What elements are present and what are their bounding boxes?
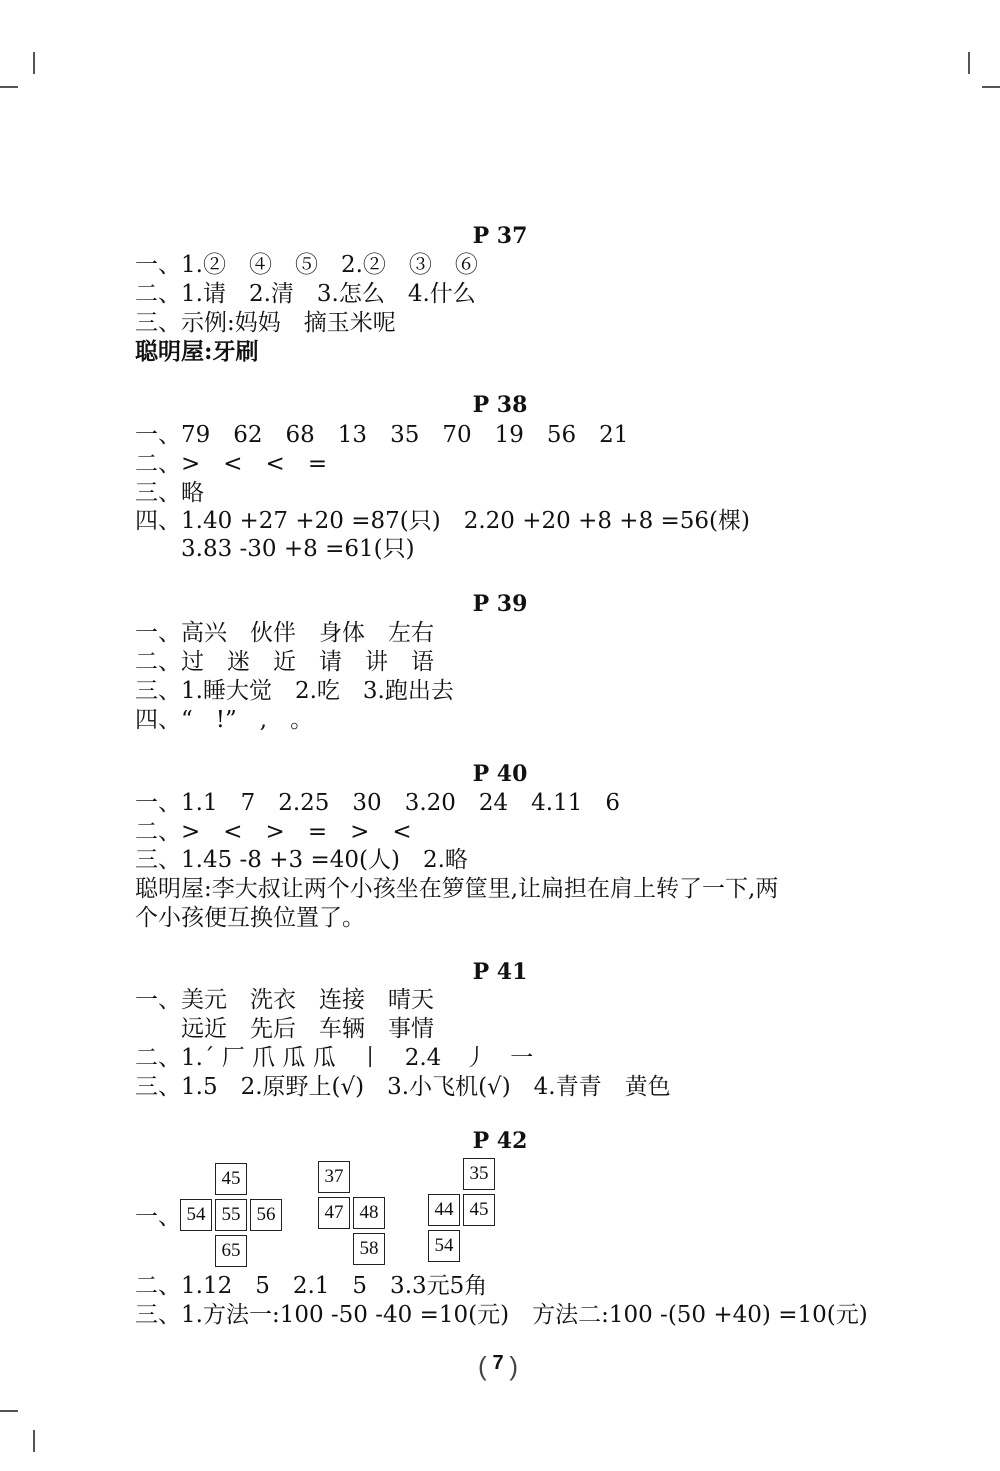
section-header-p38: P 38 — [472, 392, 528, 418]
grid-cell: 56 — [250, 1199, 282, 1231]
answer-line: 个小孩便互换位置了。 — [135, 905, 365, 931]
answer-line: 二、1.12 5 2.1 5 3.3元5角 — [135, 1273, 488, 1299]
crop-mark-top-right-v — [968, 52, 970, 74]
crop-mark-top-left-h — [0, 86, 18, 88]
grid-cell: 47 — [318, 1197, 350, 1229]
grid-cell: 37 — [318, 1161, 350, 1193]
section-header-p40: P 40 — [472, 761, 528, 787]
answer-line: 一、79 62 68 13 35 70 19 56 21 — [135, 422, 629, 448]
answer-line: 二、> < > = > < — [135, 819, 412, 845]
answer-line: 三、1.方法一:100 -50 -40 =10(元) 方法二:100 -(50 +40) =10(元) — [135, 1302, 868, 1328]
section-header-p39: P 39 — [472, 591, 528, 617]
grid-cell: 58 — [353, 1233, 385, 1265]
page-number-right-bracket-icon: ) — [509, 1351, 518, 1381]
answer-line: 一、美元 洗衣 连接 晴天 — [135, 987, 434, 1013]
grid-cell: 44 — [428, 1194, 460, 1226]
answer-line: 一、高兴 伙伴 身体 左右 — [135, 620, 434, 646]
answer-line: 三、1.睡大觉 2.吃 3.跑出去 — [135, 678, 454, 704]
crop-mark-bottom-left-h — [0, 1410, 18, 1412]
grid-cell: 45 — [215, 1163, 247, 1195]
grid-cell: 45 — [463, 1194, 495, 1226]
crop-mark-top-right-h — [982, 86, 1000, 88]
answer-line: 聪明屋:牙刷 — [135, 338, 259, 365]
answer-line: 一、1.② ④ ⑤ 2.② ③ ⑥ — [135, 252, 478, 278]
grid-cell: 54 — [428, 1230, 460, 1262]
grid-question-label: 一、 — [135, 1204, 181, 1230]
section-header-p42: P 42 — [472, 1128, 528, 1154]
answer-line: 远近 先后 车辆 事情 — [135, 1016, 434, 1042]
answer-line: 三、示例:妈妈 摘玉米呢 — [135, 310, 396, 336]
answer-line: 二、1.ˊ 厂 爪 瓜 瓜 丨 2.4 丿 一 — [135, 1045, 534, 1071]
grid-cell: 48 — [353, 1197, 385, 1229]
grid-cell: 54 — [180, 1199, 212, 1231]
page-number-left-bracket-icon: ( — [478, 1351, 487, 1381]
section-header-p37: P 37 — [472, 223, 528, 249]
grid-cell: 35 — [463, 1158, 495, 1190]
crop-mark-top-left-v — [33, 52, 35, 74]
grid-cell: 65 — [215, 1235, 247, 1267]
answer-line: 聪明屋:李大叔让两个小孩坐在箩筐里,让扁担在肩上转了一下,两 — [135, 876, 779, 902]
answer-line: 一、1.1 7 2.25 30 3.20 24 4.11 6 — [135, 790, 621, 816]
answer-line: 三、略 — [135, 480, 204, 506]
answer-line: 二、过 迷 近 请 讲 语 — [135, 649, 434, 675]
answer-line: 三、1.45 -8 +3 =40(人) 2.略 — [135, 847, 468, 873]
crop-mark-bottom-left-v — [33, 1430, 35, 1452]
page-number — [478, 1346, 518, 1380]
page-number-value: 7 — [492, 1352, 504, 1374]
answer-line: 二、1.请 2.清 3.怎么 4.什么 — [135, 281, 476, 307]
answer-line: 三、1.5 2.原野上(√) 3.小飞机(√) 4.青青 黄色 — [135, 1074, 671, 1100]
answer-line: 3.83 -30 +8 =61(只) — [135, 536, 415, 562]
grid-cell: 55 — [215, 1199, 247, 1231]
answer-line: 四、1.40 +27 +20 =87(只) 2.20 +20 +8 +8 =56(棵) — [135, 508, 750, 534]
section-header-p41: P 41 — [472, 959, 528, 985]
answer-line: 四、“ !” , 。 — [135, 707, 314, 733]
answer-line: 二、> < < = — [135, 451, 328, 477]
